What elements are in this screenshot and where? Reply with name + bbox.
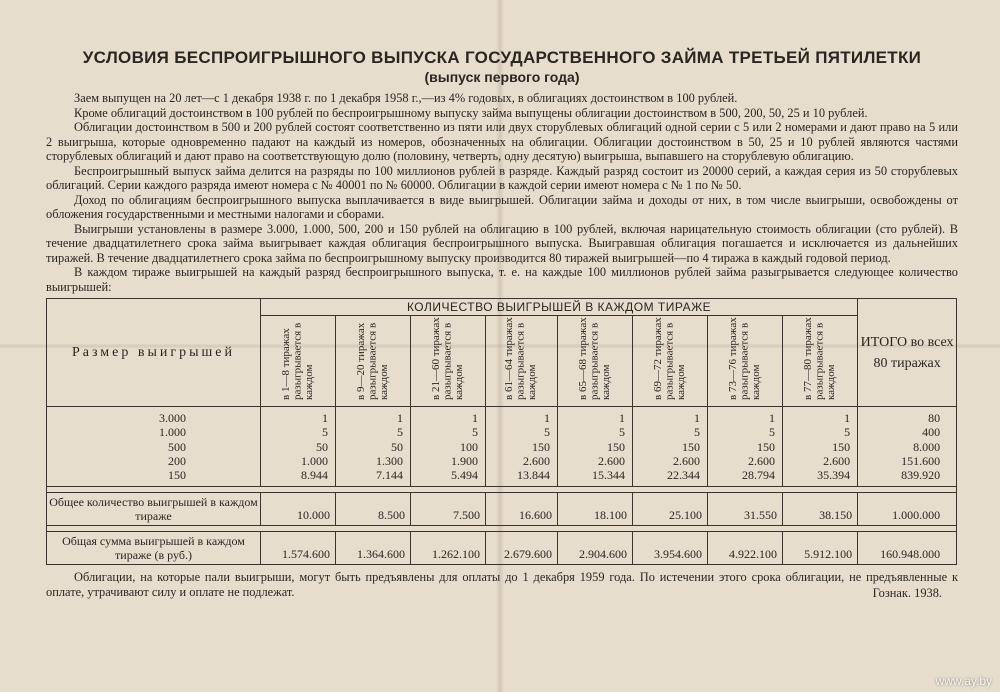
amount-value: 3.000	[159, 411, 186, 425]
cell-value: 28.794	[742, 468, 775, 483]
values-column	[633, 407, 708, 487]
cell-value: 1.300	[376, 453, 403, 468]
printer-mark: Гознак. 1938.	[872, 586, 942, 601]
cell-value: 1.000	[301, 453, 328, 468]
values-column	[708, 407, 783, 487]
paragraph-denominations: Кроме облигаций достоинством в 100 рублей по беспроигрышному выпуску займа выпущены облигации достоинством в 500, 200, 50, 25 и 10 рублей.	[74, 105, 868, 120]
cell-value: 50	[316, 439, 328, 454]
cell-value: 1	[769, 411, 775, 425]
column-header-text: в 65—68 тиражах разыгрывается в каждом	[576, 317, 612, 400]
column-header-text: в 1—8 тиражах разыгрывается в каждом	[279, 322, 315, 400]
values-column	[411, 407, 486, 487]
cell-value: 100	[460, 439, 478, 454]
sum-value: 1.574.600	[261, 532, 336, 565]
count-value: 38.150	[783, 493, 858, 526]
amount-value: 1.000	[159, 425, 186, 440]
cell-value: 1.900	[451, 453, 478, 468]
paragraph-winnings: Выигрыши установлены в размере 3.000, 1.000, 500, 200 и 150 рублей на облигацию в 100 рублей, включая нарицательную стоимость облигации (сто рублей). В течение двадцатилетнего срока займа выигрывает каждая облигация беспроигрышного выпуска. Выигравшая облигация погашается и исключается из дальнейших тиражей. В течение двадцатилетнего срока займа по беспроигрышному выпуску производится 80 тиражей выигрышей—по 4 тиража в каждый годовой период.	[46, 221, 958, 265]
cell-value: 5	[619, 425, 625, 440]
cell-value: 13.844	[517, 468, 550, 483]
total-value: 839.920	[901, 468, 941, 483]
sum-value: 2.904.600	[558, 532, 633, 565]
cell-value: 1	[619, 411, 625, 425]
count-value: 16.600	[486, 493, 558, 526]
cell-value: 2.600	[673, 453, 700, 468]
count-value: 18.100	[558, 493, 633, 526]
cell-value: 8.944	[301, 468, 328, 483]
count-value: 25.100	[633, 493, 708, 526]
sum-value: 2.679.600	[486, 532, 558, 565]
footer-text: Облигации, на которые пали выигрыши, могут быть предъявлены для оплаты до 1 декабря 1959 года. По истечении этого срока облигации, не предъявленные к оплате, утрачивают силу и оплате не подлежат.	[46, 570, 958, 600]
cell-value: 1	[322, 411, 328, 425]
site-watermark: www.ay.by	[935, 674, 992, 688]
paragraph-ranks: Беспроигрышный выпуск займа делится на разряды по 100 миллионов рублей в разряде. Каждый разряд состоит из 20000 серий, а каждая серия из 50 сторублевых облигаций. Серии каждого разряда имеют номера с № 40001 по № 60000. Облигации в каждой серии имеют номера с № 1 по № 50.	[46, 163, 958, 192]
size-header	[47, 299, 261, 407]
column-header	[558, 316, 633, 407]
values-column	[558, 407, 633, 487]
cell-value: 2.600	[523, 453, 550, 468]
paragraph-term: Заем выпущен на 20 лет—с 1 декабря 1938 г. по 1 декабря 1958 г.,—из 4% годовых, в облигациях достоинством в 100 рублей.	[74, 91, 738, 105]
paragraph-income: Доход по облигациям беспроигрышного выпуска выплачивается в виде выигрышей. Облигации займа и доходы от них, в том числе выигрыши, освобождены от обложения государственными и местными налогами и сборами.	[46, 192, 958, 221]
count-value: 31.550	[708, 493, 783, 526]
cell-value: 35.394	[817, 468, 851, 483]
cell-value: 15.344	[592, 468, 625, 483]
paragraph-draw-intro: В каждом тираже выигрышей на каждый разряд беспроигрышного выпуска, т. е. на каждые 100 миллионов рублей займа разыгрывается следующее количество выигрышей:	[46, 265, 958, 294]
cell-value: 150	[757, 439, 775, 454]
column-header-text: в 21—60 тиражах разыгрывается в каждом	[429, 317, 465, 400]
cell-value: 50	[391, 439, 403, 454]
cell-value: 2.600	[823, 453, 851, 468]
amount-value: 500	[168, 439, 186, 454]
sum-value: 3.954.600	[633, 532, 708, 565]
cell-value: 5	[544, 425, 550, 440]
footer	[46, 570, 958, 601]
cell-value: 5	[397, 425, 403, 440]
paragraph-multi-bonds: Облигации достоинством в 500 и 200 рублей состоят соответственно из пяти или двух сторублевых облигаций одной серии с 5 или 2 номерами и дают право на 5 или 2 выигрыша, которые одновременно падают на каждый из номеров, обозначенных на облигации. Облигации достоинством в 50, 25 и 10 рублей являются частями сторублевых облигаций и дают право на соответствующую долю (половину, четверть, одну десятую) выигрыша, выпавшего на сторублевую облигацию.	[46, 120, 958, 163]
page-subtitle: (выпуск первого года)	[424, 69, 580, 85]
amounts-column	[47, 407, 261, 487]
count-header: КОЛИЧЕСТВО ВЫИГРЫШЕЙ В КАЖДОМ ТИРАЖЕ	[261, 299, 858, 316]
cell-value: 150	[682, 439, 700, 454]
cell-value: 7.144	[376, 468, 403, 483]
cell-value: 1	[844, 411, 851, 425]
column-header-text: в 77—80 тиражах разыгрывается в каждом	[801, 317, 837, 400]
sum-value: 4.922.100	[708, 532, 783, 565]
table-row	[47, 407, 957, 487]
column-header	[411, 316, 486, 407]
cell-value: 5	[694, 425, 700, 440]
amount-value: 150	[168, 468, 186, 483]
cell-value: 22.344	[667, 468, 700, 483]
cell-value: 5	[472, 425, 478, 440]
totals-column	[858, 407, 957, 487]
cell-value: 2.600	[598, 453, 625, 468]
values-column	[336, 407, 411, 487]
column-header	[708, 316, 783, 407]
sum-row-label: Общая сумма выигрышей в каждом тираже (в руб.)	[47, 532, 261, 565]
count-value: 7.500	[411, 493, 486, 526]
column-header	[261, 316, 336, 407]
cell-value: 5	[322, 425, 328, 440]
count-row	[47, 493, 957, 526]
sum-value: 1.262.100	[411, 532, 486, 565]
total-header: ИТОГО во всех 80 тиражах	[858, 299, 957, 407]
cell-value: 1	[544, 411, 550, 425]
count-row-label: Общее количество выигрышей в каждом тираже	[47, 493, 261, 526]
column-header	[783, 316, 858, 407]
values-column	[261, 407, 336, 487]
winnings-table	[46, 298, 957, 565]
conditions-text	[46, 91, 958, 294]
column-header	[486, 316, 558, 407]
cell-value: 5	[769, 425, 775, 440]
sum-row	[47, 532, 957, 565]
column-header-text: в 61—64 тиражах разыгрывается в каждом	[503, 317, 539, 400]
cell-value: 150	[607, 439, 625, 454]
size-header-text: Размер выигрышей	[71, 344, 236, 360]
count-value: 10.000	[261, 493, 336, 526]
cell-value: 2.600	[748, 453, 775, 468]
column-header-text: в 69—72 тиражах разыгрывается в каждом	[651, 317, 687, 400]
cell-value: 1	[397, 411, 403, 425]
column-header-text: в 73—76 тиражах разыгрывается в каждом	[726, 317, 762, 400]
sum-total: 160.948.000	[858, 532, 957, 565]
page-title: УСЛОВИЯ БЕСПРОИГРЫШНОГО ВЫПУСКА ГОСУДАРСТВЕННОГО ЗАЙМА ТРЕТЬЕЙ ПЯТИЛЕТКИ	[82, 48, 922, 67]
cell-value: 1	[694, 411, 700, 425]
cell-value: 1	[472, 411, 478, 425]
values-column	[783, 407, 858, 487]
total-value: 80	[928, 411, 941, 425]
total-value: 8.000	[913, 439, 941, 454]
count-value: 8.500	[336, 493, 411, 526]
cell-value: 5.494	[451, 468, 478, 483]
cell-value: 150	[532, 439, 550, 454]
column-header-text: в 9—20 тиражах разыгрывается в каждом	[354, 322, 390, 400]
values-column	[486, 407, 558, 487]
amount-value: 200	[168, 453, 186, 468]
column-header	[633, 316, 708, 407]
total-value: 151.600	[901, 453, 941, 468]
count-total: 1.000.000	[858, 493, 957, 526]
total-value: 400	[922, 425, 941, 440]
cell-value: 5	[844, 425, 851, 440]
cell-value: 150	[832, 439, 851, 454]
sum-value: 1.364.600	[336, 532, 411, 565]
sum-value: 5.912.100	[783, 532, 858, 565]
column-header	[336, 316, 411, 407]
